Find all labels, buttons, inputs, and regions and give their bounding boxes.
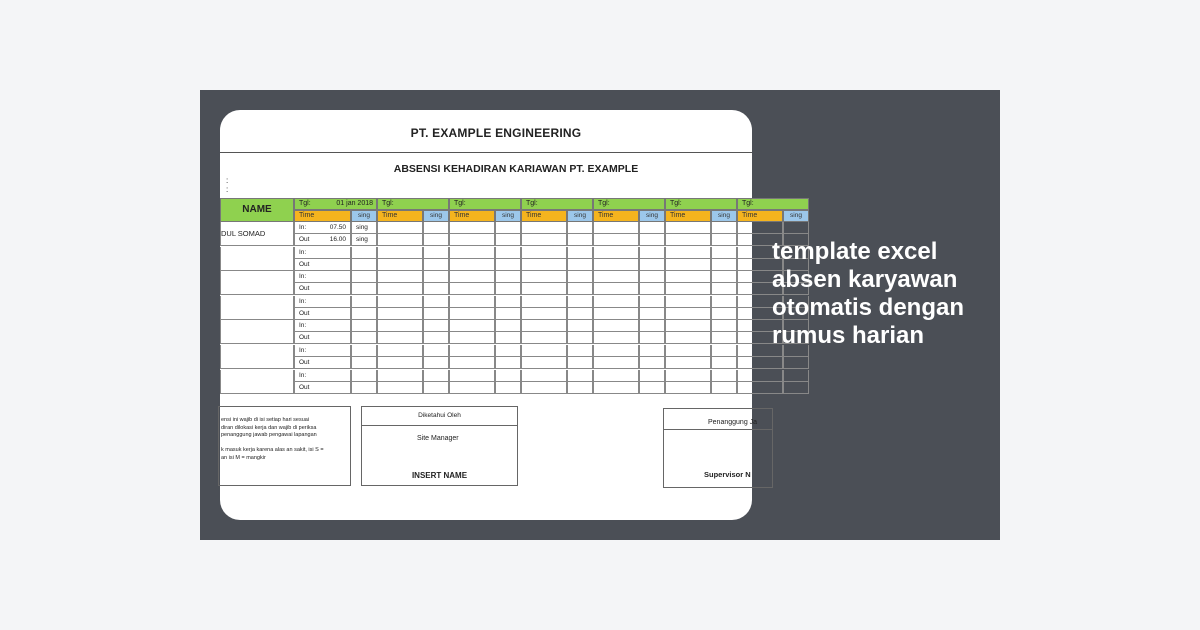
- out-label: Out: [299, 236, 310, 243]
- sign-cell: [711, 308, 737, 320]
- in-time-cell: [449, 370, 495, 382]
- in-time-cell: [449, 345, 495, 357]
- in-time-cell: [294, 345, 351, 357]
- in-time-cell: [377, 345, 423, 357]
- in-time-cell: [377, 320, 423, 332]
- out-time-cell: [377, 283, 423, 295]
- sign-cell: [567, 283, 593, 295]
- time-header: Time: [521, 210, 567, 222]
- sign-cell: [351, 345, 377, 357]
- employee-name-cell: [220, 296, 294, 320]
- in-time-cell: [294, 370, 351, 382]
- sign-cell: [495, 370, 521, 382]
- sign-header: sing: [639, 210, 665, 222]
- in-time-cell: [665, 247, 711, 259]
- sign-cell: [495, 296, 521, 308]
- company-name: PT. EXAMPLE ENGINEERING: [410, 126, 582, 140]
- sign-cell: [495, 247, 521, 259]
- sign-cell: [639, 345, 665, 357]
- in-time-cell: [737, 370, 783, 382]
- sign-cell: [495, 234, 521, 246]
- in-time-cell: [294, 296, 351, 308]
- out-label: Out: [299, 359, 310, 366]
- sign-header: sing: [351, 210, 377, 222]
- sign-cell: [711, 382, 737, 394]
- sign-cell: [423, 370, 449, 382]
- sign-cell: [711, 247, 737, 259]
- sign-cell: [423, 357, 449, 369]
- sign-cell: [495, 320, 521, 332]
- out-time-cell: [294, 382, 351, 394]
- sign-cell: [495, 332, 521, 344]
- sign-cell: [423, 296, 449, 308]
- out-time-cell: [294, 332, 351, 344]
- sign-cell: [639, 296, 665, 308]
- sign-cell: [423, 259, 449, 271]
- sign-cell: [351, 357, 377, 369]
- employee-name-cell: [220, 320, 294, 344]
- note-line: [221, 440, 324, 448]
- in-label: In:: [299, 273, 307, 281]
- notes-text: [221, 417, 324, 462]
- sign-cell: [783, 357, 809, 369]
- time-header: Time: [449, 210, 495, 222]
- out-time-cell: [449, 357, 495, 369]
- sign-cell: [423, 234, 449, 246]
- out-time-cell: [521, 283, 567, 295]
- sign-cell: [567, 259, 593, 271]
- employee-name-cell: [220, 247, 294, 271]
- sign-cell: [639, 332, 665, 344]
- sign-cell: [711, 296, 737, 308]
- header-divider: [220, 152, 752, 153]
- out-time-cell: [521, 308, 567, 320]
- in-time-cell: [593, 370, 639, 382]
- sign-cell: [639, 271, 665, 283]
- responsible-divider: [664, 429, 772, 430]
- out-time-cell: [665, 283, 711, 295]
- in-time-cell: [294, 247, 351, 259]
- sign-cell: [567, 345, 593, 357]
- out-time-cell: [665, 357, 711, 369]
- approval-box: [361, 406, 518, 486]
- info-colons: : :: [226, 176, 229, 194]
- sign-cell: [495, 382, 521, 394]
- sign-header: sing: [711, 210, 737, 222]
- sign-cell: sing: [351, 234, 377, 246]
- out-time-cell: [665, 234, 711, 246]
- in-time-cell: [665, 222, 711, 234]
- out-time-cell: [737, 357, 783, 369]
- date-header: Tgl:: [449, 198, 521, 210]
- sign-cell: sing: [351, 222, 377, 234]
- sign-cell: [423, 382, 449, 394]
- name-column-header: NAME: [220, 198, 294, 222]
- in-time-cell: [521, 320, 567, 332]
- out-label: Out: [299, 285, 310, 293]
- sign-cell: [711, 271, 737, 283]
- out-time-cell: [294, 308, 351, 320]
- sign-cell: [423, 345, 449, 357]
- sign-cell: [495, 259, 521, 271]
- sign-cell: [567, 296, 593, 308]
- in-time-cell: [521, 345, 567, 357]
- in-time-cell: [521, 296, 567, 308]
- in-label: In:: [299, 297, 307, 305]
- note-line: penanggung jawab pengawai lapangan: [221, 432, 317, 438]
- in-time-cell: [593, 296, 639, 308]
- sign-cell: [423, 320, 449, 332]
- spreadsheet-thumbnail[interactable]: [220, 110, 802, 520]
- out-time-cell: [449, 283, 495, 295]
- sign-cell: [567, 234, 593, 246]
- in-time-cell: [294, 271, 351, 283]
- out-time-cell: [294, 357, 351, 369]
- in-time-cell: [665, 296, 711, 308]
- out-time-cell: [449, 382, 495, 394]
- out-time-cell: [521, 382, 567, 394]
- sign-cell: [567, 332, 593, 344]
- insert-name-label: INSERT NAME: [411, 471, 468, 480]
- in-time-cell: [593, 222, 639, 234]
- sign-cell: [351, 283, 377, 295]
- sign-cell: [711, 357, 737, 369]
- out-time-cell: [377, 234, 423, 246]
- out-label: Out: [299, 309, 310, 317]
- out-time-cell: [377, 382, 423, 394]
- out-time-cell: [593, 308, 639, 320]
- in-time-cell: [294, 222, 351, 234]
- in-time-value: 07.50: [329, 224, 346, 231]
- sign-cell: [567, 357, 593, 369]
- sign-cell: [711, 320, 737, 332]
- in-time-cell: [377, 271, 423, 283]
- sign-cell: [423, 283, 449, 295]
- sign-cell: [351, 259, 377, 271]
- time-header: Time: [593, 210, 639, 222]
- sign-cell: [567, 370, 593, 382]
- sign-cell: [495, 308, 521, 320]
- out-time-cell: [449, 332, 495, 344]
- sign-cell: [567, 308, 593, 320]
- in-label: In:: [299, 347, 307, 354]
- sign-cell: [567, 320, 593, 332]
- in-label: In:: [299, 248, 307, 256]
- note-line: ensi ini wajib di isi setiap hari sesuai: [221, 417, 310, 423]
- date-header: Tgl:: [593, 198, 665, 210]
- in-label: In:: [299, 322, 307, 330]
- sign-cell: [423, 222, 449, 234]
- note-line: diran dilokasi kerja dan wajib di periksa: [221, 424, 317, 431]
- in-time-cell: [449, 320, 495, 332]
- out-time-cell: [593, 234, 639, 246]
- out-time-cell: [377, 357, 423, 369]
- sign-cell: [711, 283, 737, 295]
- time-header: Time: [377, 210, 423, 222]
- sign-header: sing: [495, 210, 521, 222]
- sign-cell: [639, 357, 665, 369]
- sign-cell: [639, 259, 665, 271]
- in-time-cell: [593, 345, 639, 357]
- out-time-cell: [593, 283, 639, 295]
- out-time-cell: [521, 259, 567, 271]
- sign-cell: [351, 247, 377, 259]
- in-time-cell: [521, 247, 567, 259]
- in-time-cell: [521, 370, 567, 382]
- sign-cell: [423, 247, 449, 259]
- sign-cell: [351, 320, 377, 332]
- in-time-cell: [521, 271, 567, 283]
- employee-name-cell: DUL SOMAD: [220, 222, 294, 246]
- date-header: Tgl:: [521, 198, 593, 210]
- sheet-title: ABSENSI KEHADIRAN KARIAWAN PT. EXAMPLE: [393, 163, 639, 175]
- in-time-cell: [449, 222, 495, 234]
- sign-cell: [351, 332, 377, 344]
- responsible-label: Penanggung Ja: [708, 419, 758, 426]
- post-title[interactable]: template excel absen karyawan otomatis dengan rumus harian: [772, 238, 965, 349]
- sign-cell: [639, 283, 665, 295]
- sign-cell: [495, 283, 521, 295]
- sign-cell: [567, 271, 593, 283]
- sign-cell: [351, 308, 377, 320]
- out-time-cell: [449, 259, 495, 271]
- supervisor-label: Supervisor N: [704, 470, 751, 479]
- in-label: In:: [299, 371, 307, 379]
- in-time-cell: [593, 320, 639, 332]
- sign-cell: [711, 332, 737, 344]
- employee-name-cell: [220, 370, 294, 394]
- out-time-cell: [521, 357, 567, 369]
- out-time-cell: [593, 357, 639, 369]
- notes-box: [218, 406, 351, 486]
- out-time-cell: [521, 332, 567, 344]
- sign-cell: [495, 271, 521, 283]
- sign-cell: [423, 308, 449, 320]
- sign-cell: [567, 222, 593, 234]
- sign-cell: [639, 308, 665, 320]
- time-header: Time: [665, 210, 711, 222]
- sign-cell: [711, 234, 737, 246]
- sign-cell: [639, 370, 665, 382]
- date-header: Tgl:: [377, 198, 449, 210]
- sign-cell: [495, 357, 521, 369]
- out-time-cell: [665, 259, 711, 271]
- out-label: Out: [299, 383, 310, 391]
- in-time-cell: [665, 320, 711, 332]
- sign-cell: [567, 382, 593, 394]
- sign-cell: [639, 222, 665, 234]
- sign-cell: [351, 271, 377, 283]
- out-time-cell: [377, 332, 423, 344]
- sign-header: sing: [423, 210, 449, 222]
- in-time-cell: [449, 271, 495, 283]
- out-time-cell: [665, 332, 711, 344]
- out-time-cell: [449, 308, 495, 320]
- out-time-cell: [593, 382, 639, 394]
- out-time-cell: [521, 234, 567, 246]
- out-time-cell: [294, 259, 351, 271]
- in-time-cell: [449, 247, 495, 259]
- in-time-cell: [593, 247, 639, 259]
- sign-cell: [351, 382, 377, 394]
- time-header: Time: [294, 210, 351, 222]
- approved-by-label: Diketahui Oleh: [362, 407, 517, 426]
- sign-cell: [711, 345, 737, 357]
- sign-cell: [711, 222, 737, 234]
- sign-cell: [711, 370, 737, 382]
- sign-cell: [351, 370, 377, 382]
- site-manager-label: Site Manager: [417, 435, 459, 442]
- post-card: [200, 90, 1000, 540]
- out-time-cell: [377, 259, 423, 271]
- out-time-cell: [294, 234, 351, 246]
- sign-cell: [495, 222, 521, 234]
- out-time-cell: [294, 283, 351, 295]
- responsible-box: [663, 408, 773, 488]
- date-header: Tgl:: [665, 198, 737, 210]
- in-time-cell: [593, 271, 639, 283]
- in-time-cell: [377, 370, 423, 382]
- note-line: k masuk kerja karena alas an sakit, isi S =: [221, 447, 324, 453]
- employee-name-cell: [220, 271, 294, 295]
- in-time-cell: [737, 222, 783, 234]
- out-time-cell: [377, 308, 423, 320]
- sign-cell: [639, 320, 665, 332]
- sign-cell: [495, 345, 521, 357]
- in-label: In:: [299, 224, 307, 231]
- in-time-cell: [665, 271, 711, 283]
- sign-cell: [783, 382, 809, 394]
- out-time-cell: [665, 382, 711, 394]
- in-time-cell: [449, 296, 495, 308]
- out-time-cell: [737, 382, 783, 394]
- time-header: Time: [737, 210, 783, 222]
- note-line: an isi M = mangkir: [221, 454, 266, 461]
- sign-cell: [639, 247, 665, 259]
- out-time-cell: [593, 332, 639, 344]
- in-time-cell: [665, 370, 711, 382]
- sign-header: sing: [567, 210, 593, 222]
- in-time-cell: [294, 320, 351, 332]
- out-time-cell: [449, 234, 495, 246]
- sign-cell: [567, 247, 593, 259]
- date-header: Tgl:: [737, 198, 809, 210]
- out-label: Out: [299, 260, 310, 268]
- employee-name-cell: [220, 345, 294, 369]
- out-time-value: 16.00: [329, 236, 346, 243]
- sign-cell: [639, 234, 665, 246]
- in-time-cell: [377, 296, 423, 308]
- sign-header: sing: [783, 210, 809, 222]
- out-time-cell: [665, 308, 711, 320]
- in-time-cell: [377, 222, 423, 234]
- out-label: Out: [299, 334, 310, 342]
- date-header: Tgl: 01 jan 2018: [294, 198, 377, 210]
- sign-cell: [711, 259, 737, 271]
- attendance-sheet: [220, 110, 802, 520]
- in-time-cell: [377, 247, 423, 259]
- in-time-cell: [665, 345, 711, 357]
- first-date: 01 jan 2018: [336, 200, 373, 207]
- sign-cell: [351, 296, 377, 308]
- sign-cell: [423, 271, 449, 283]
- sign-cell: [783, 222, 809, 234]
- sign-cell: [639, 382, 665, 394]
- sign-cell: [783, 370, 809, 382]
- sign-cell: [423, 332, 449, 344]
- in-time-cell: [521, 222, 567, 234]
- out-time-cell: [593, 259, 639, 271]
